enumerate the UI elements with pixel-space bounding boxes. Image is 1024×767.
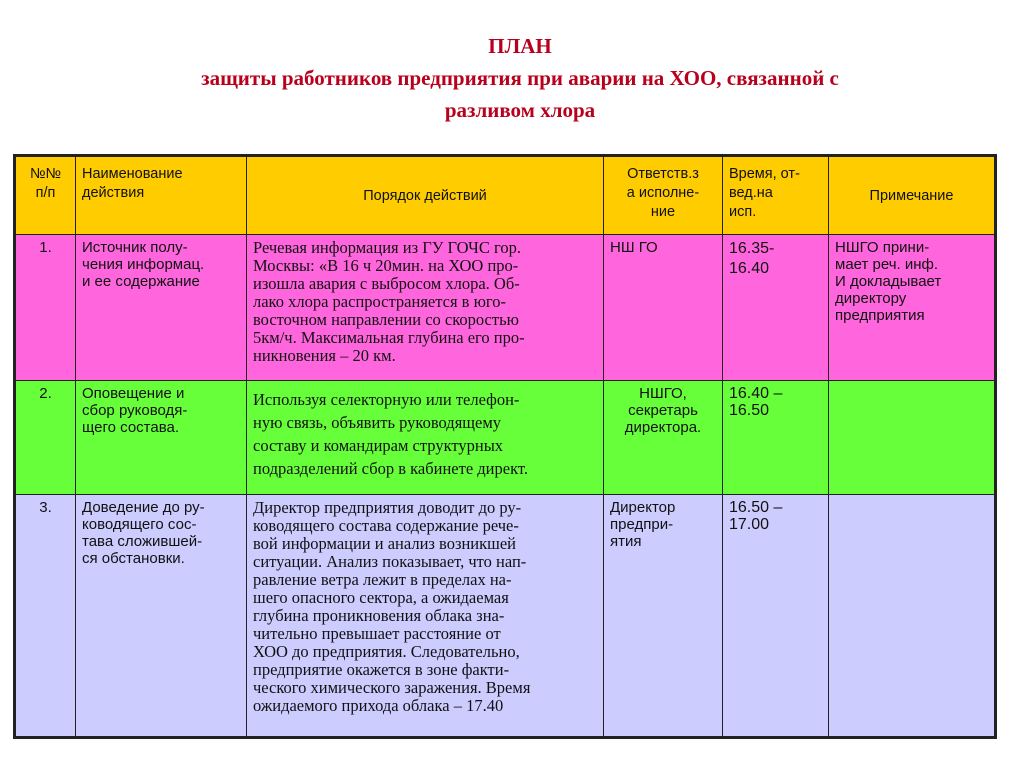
row-2-action: Оповещение и сбор руководя- щего состава. [76,381,247,495]
header-responsible: Ответств.з а исполне- ние [604,156,723,235]
table-row [15,381,996,495]
row-1-time: 16.35- 16.40 [723,235,829,381]
header-num: №№ п/п [15,156,76,235]
table-header-row [15,156,996,235]
table-row [15,235,996,381]
row-3-procedure: Директор предприятия доводит до ру- ководящего состава содержание рече- вой информации и анализ возникшей ситуации. Анализ показывает, что нап- равление ветра лежит в пределах на- шего опасного сектора, а ожидаемая глубина проникновения облака зна- чительно превышает расстояние от ХОО до предприятия. Следовательно, предприятие окажется в зоне факти- ческого химического заражения. Время ожидаемого прихода облака – 17.40 [247,495,604,738]
header-procedure: Порядок действий [247,156,604,235]
row-1-action: Источник полу- чения информац. и ее содержание [76,235,247,381]
row-2-num: 2. [15,381,76,495]
row-2-note [829,381,996,495]
row-2-time: 16.40 – 16.50 [723,381,829,495]
title-line-3: разливом хлора [444,98,596,122]
row-3-time: 16.50 – 17.00 [723,495,829,738]
plan-table [13,154,997,739]
table-row [15,495,996,738]
header-action-name: Наименование действия [76,156,247,235]
row-1-procedure: Речевая информация из ГУ ГОЧС гор. Москвы: «В 16 ч 20мин. на ХОО про- изошла авария с выбросом хлора. Об- лако хлора распространяется в юго- восточном направлении со скоростью 5км/ч. Максимальная глубина его про- никновения – 20 км. [247,235,604,381]
row-1-num: 1. [15,235,76,381]
row-2-procedure: Используя селекторную или телефон- ную связь, объявить руководящему составу и командирам структурных подразделений сбор в кабинете директ. [247,381,604,495]
document-title [70,30,970,126]
row-3-note [829,495,996,738]
row-2-responsible: НШГО, секретарь директора. [604,381,723,495]
header-time: Время, от- вед.на исп. [723,156,829,235]
row-1-note: НШГО прини- мает реч. инф. И докладывает директору предприятия [829,235,996,381]
row-3-action: Доведение до ру- ководящего сос- тава сложившей- ся обстановки. [76,495,247,738]
row-3-responsible: Директор предпри- ятия [604,495,723,738]
title-line-1: ПЛАН [488,34,552,58]
row-1-responsible: НШ ГО [604,235,723,381]
header-note: Примечание [829,156,996,235]
title-line-2: защиты работников предприятия при аварии на ХОО, связанной с [201,66,839,90]
row-3-num: 3. [15,495,76,738]
